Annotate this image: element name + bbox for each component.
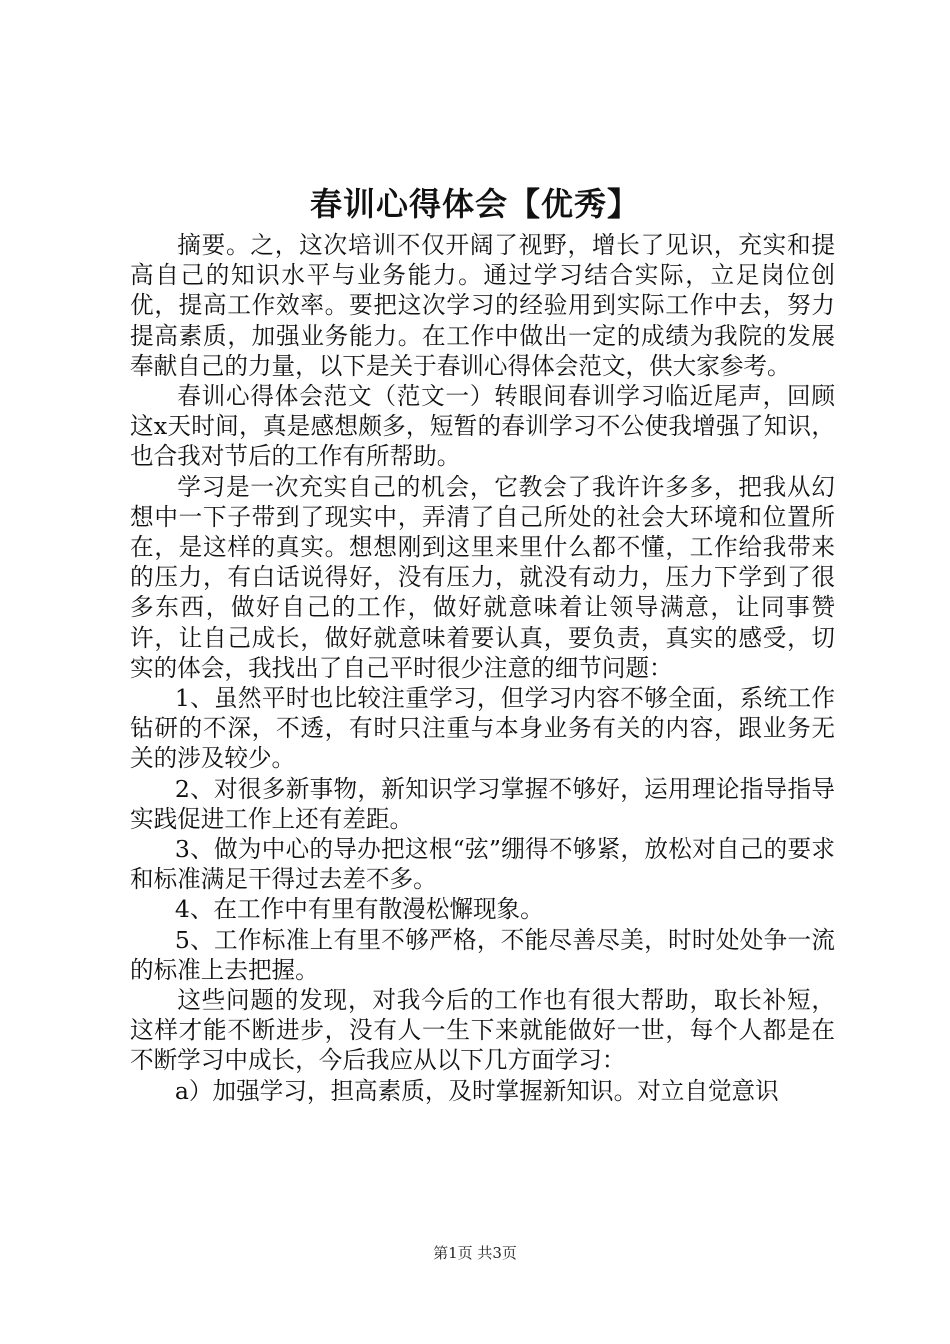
list-item-1: 1、虽然平时也比较注重学习，但学习内容不够全面，系统工作钻研的不深，不透，有时只注重与本身业务有关的内容，跟业务无关的涉及较少。 (130, 684, 835, 773)
paragraph-reflection: 学习是一次充实自己的机会，它教会了我许许多多，把我从幻想中一下子带到了现实中，弄清了自己所处的社会大环境和位置所在，是这样的真实。想想刚到这里来里什么都不懂，工作给我带来的压力，有白话说得好，没有压力，就没有动力，压力下学到了很多东西，做好自己的工作，做好就意味着让领导满意，让同事赞许，让自己成长，做好就意味着要认真，要负责，真实的感受，切实的体会，我找出了自己平时很少注意的细节问题： (130, 472, 835, 682)
paragraph-intro: 春训心得体会范文（范文一）转眼间春训学习临近尾声，回顾这x天时间，真是感想颇多，短暂的春训学习不公使我增强了知识，也合我对节后的工作有所帮助。 (130, 382, 835, 471)
document-title: 春训心得体会【优秀】 (309, 185, 640, 223)
paragraph-summary: 这些问题的发现，对我今后的工作也有很大帮助，取长补短，这样才能不断进步，没有人一生下来就能做好一世，每个人都是在不断学习中成长，今后我应从以下几方面学习： (130, 986, 835, 1075)
list-item-2: 2、对很多新事物，新知识学习掌握不够好，运用理论指导指导实践促进工作上还有差距。 (130, 774, 835, 833)
list-item-4: 4、在工作中有里有散漫松懈现象。 (174, 895, 544, 924)
list-item-5: 5、工作标准上有里不够严格，不能尽善尽美，时时处处争一流的标准上去把握。 (130, 925, 835, 984)
document-body (130, 230, 835, 1106)
list-item-3: 3、做为中心的导办把这根“弦”绷得不够紧，放松对自己的要求和标准满足干得过去差不多。 (130, 835, 835, 894)
page-number-footer: 第1页 共3页 (433, 1244, 517, 1262)
paragraph-abstract: 摘要。之，这次培训不仅开阔了视野，增长了见识，充实和提高自己的知识水平与业务能力。通过学习结合实际，立足岗位创优，提高工作效率。要把这次学习的经验用到实际工作中去，努力提高素质，加强业务能力。在工作中做出一定的成绩为我院的发展奉献自己的力量，以下是关于春训心得体会范文，供大家参考。 (130, 231, 835, 380)
list-item-a: a）加强学习，担高素质，及时掌握新知识。对立自觉意识 (174, 1076, 779, 1105)
